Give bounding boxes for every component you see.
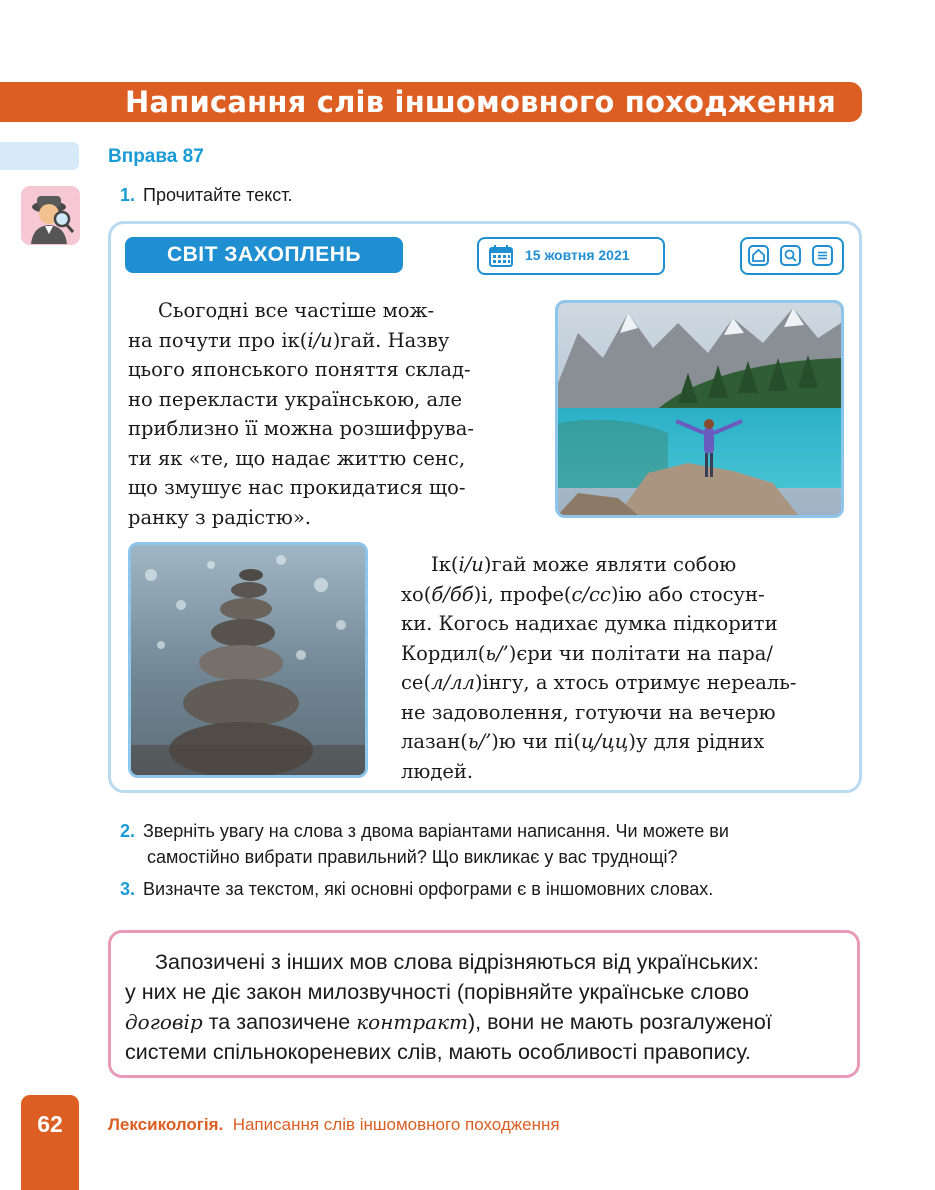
blog-toolbar: [740, 237, 844, 275]
text-line: приблизно її можна розшифрува-: [128, 417, 474, 440]
search-icon[interactable]: [780, 245, 801, 266]
task-number: 3.: [120, 879, 136, 899]
text-line: но перекласти українською, але: [128, 387, 462, 411]
side-tab: [0, 142, 79, 170]
text-line: на почути про ік(і/и)гай. Назву: [128, 328, 450, 352]
page-number-tab: [21, 1095, 79, 1190]
footer: [108, 1115, 560, 1135]
text-line: договір та запозичене контракт), вони не мають розгалуженої: [125, 1010, 772, 1034]
blog-paragraph-1: [128, 296, 526, 532]
date-text: 15 жовтня 2021: [525, 247, 630, 263]
task-text: самостійно вибрати правильний? Що викликає у вас труднощі?: [147, 847, 678, 867]
blog-paragraph-2: [401, 550, 843, 786]
page-number: 62: [37, 1111, 63, 1137]
date-badge: [477, 237, 665, 275]
task-text: Зверніть увагу на слова з двома варіантами написання. Чи можете ви: [143, 821, 729, 841]
task-2: [120, 818, 860, 870]
text-line: Ік(і/и)гай може являти собою: [431, 553, 737, 576]
home-icon[interactable]: [748, 245, 769, 266]
stacked-stones-photo: [128, 542, 368, 778]
text-line: що змушує нас прокидатися що-: [128, 476, 466, 499]
calendar-icon: [489, 245, 513, 267]
task-text: Прочитайте текст.: [143, 185, 293, 205]
menu-icon[interactable]: [812, 245, 833, 266]
text-line: не задоволення, готуючи на вечерю: [401, 700, 776, 724]
title-bar: [0, 82, 862, 122]
task-number: 2.: [120, 821, 136, 841]
text-line: ти як «те, що надає життю сенс,: [128, 446, 466, 470]
rule-text: [125, 947, 843, 1067]
task-1: [120, 182, 293, 208]
blog-section-title: СВІТ ЗАХОПЛЕНЬ: [125, 237, 403, 273]
text-line: се(л/лл)інгу, а хтось отримує нереаль-: [401, 671, 797, 694]
text-line: Кордил(ь/’)єри чи політати на пара/: [401, 641, 773, 665]
text-line: у них не діє закон милозвучності (порівняйте українське слово: [125, 980, 749, 1004]
lake-mountain-photo: [555, 300, 844, 518]
text-line: системи спільнокореневих слів, мають особливості правопису.: [125, 1040, 751, 1064]
text-line: Сьогодні все частіше мож-: [158, 299, 435, 322]
blog-card: [108, 221, 862, 793]
task-text: Визначте за текстом, які основні орфограми є в іншомовних словах.: [143, 879, 714, 899]
text-line: ки. Когось надихає думка підкорити: [401, 612, 778, 635]
text-line: хо(б/бб)і, профе(с/сс)ію або стосун-: [401, 582, 765, 606]
text-line: ранку з радістю».: [128, 505, 311, 529]
page-title: Написання слів іншомовного походження: [124, 85, 836, 119]
text-line: лазан(ь/’)ю чи пі(ц/цц)у для рідних: [401, 730, 765, 753]
text-line: людей.: [401, 759, 474, 783]
footer-topic: Написання слів іншомовного походження: [232, 1115, 560, 1134]
task-3: [120, 876, 713, 902]
detective-icon: [21, 186, 80, 245]
rule-box: [108, 930, 860, 1078]
text-line: Запозичені з інших мов слова відрізняються від українських:: [155, 950, 759, 974]
exercise-label: Вправа 87: [108, 146, 204, 167]
text-line: цього японського поняття склад-: [128, 358, 471, 381]
footer-section: Лексикологія.: [108, 1115, 224, 1134]
task-number: 1.: [120, 185, 136, 205]
